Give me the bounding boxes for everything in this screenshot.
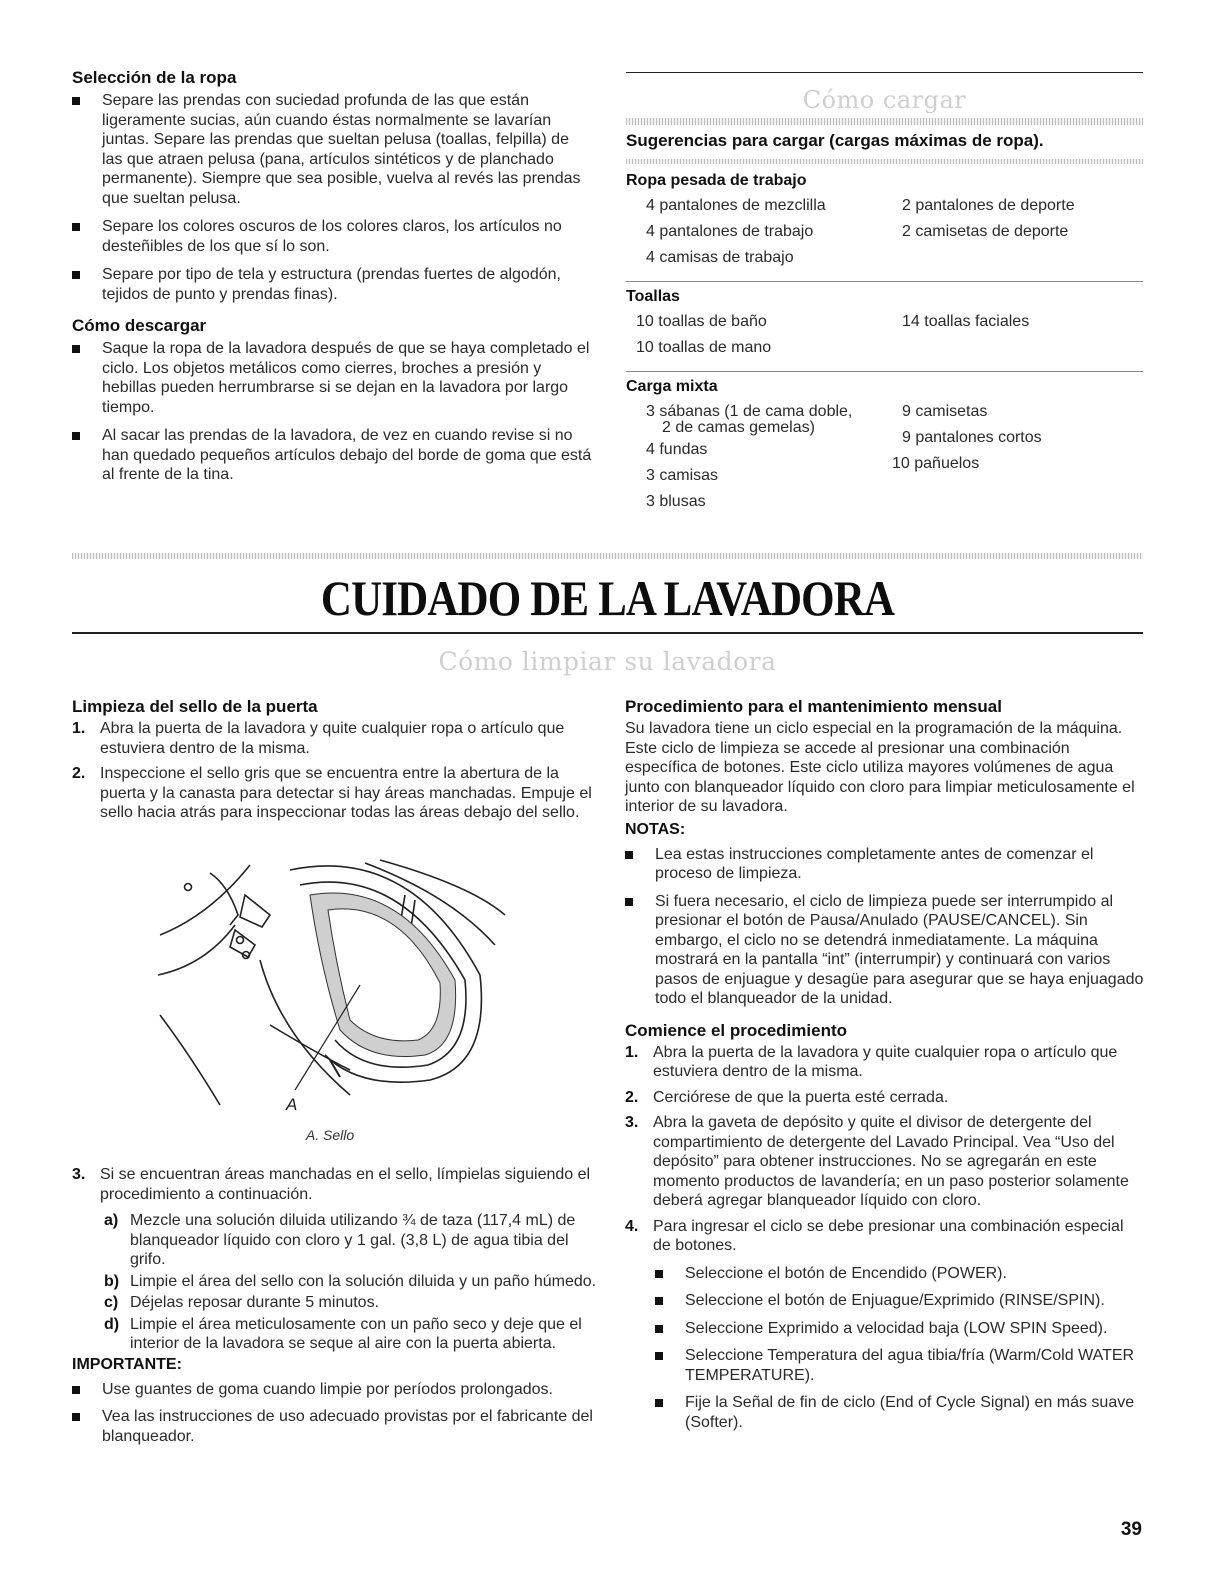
cargar-ghost-title: Cómo cargar: [802, 86, 967, 114]
list-item: Al sacar las prendas de la lavadora, de vez en cuando revise si no han quedado pequeños artículos debajo del borde de goma que está al frente de la tina.: [72, 426, 592, 485]
list-item: Vea las instrucciones de uso adecuado provistas por el fabricante del blanqueador.: [72, 1407, 602, 1446]
divider: [626, 281, 1143, 282]
page-number: 39: [1120, 1519, 1142, 1540]
cargar-subtitle: Sugerencias para cargar (cargas máximas de ropa).: [626, 131, 1044, 150]
limpieza-title: Limpieza del sello de la puerta: [72, 697, 318, 716]
step: [72, 1165, 602, 1204]
load-item: 10 toallas de baño: [636, 313, 767, 330]
load-item: 10 pañuelos: [892, 455, 980, 472]
dotted-divider: [626, 118, 1143, 125]
load-item: 10 toallas de mano: [636, 339, 772, 356]
step-text: Abra la puerta de la lavadora y quite cualquier ropa o artículo que estuviera dentro de la misma.: [100, 720, 565, 757]
divider: [72, 632, 1143, 634]
group-name: Ropa pesada de trabajo: [626, 172, 807, 189]
step-number: 2.: [72, 765, 86, 782]
load-item: 9 pantalones cortos: [902, 429, 1042, 446]
descargar-title: Cómo descargar: [72, 316, 207, 335]
list-item: Si fuera necesario, el ciclo de limpieza puede ser interrumpido al presionar el botón de Pausa/Anulado (PAUSE/CANCEL). Sin embargo, el ciclo no se detendrá inmediatamente. La máquina mostrará en la pantalla “int” (interrumpir) y continuará con varios pasos de enjuague y desagüe para asegurar que se haya enjuagado todo el blanqueador de la unidad.: [625, 892, 1145, 1009]
divider: [626, 371, 1143, 372]
limpieza-steps-continued: [72, 1165, 602, 1446]
step-number: 2.: [625, 1088, 639, 1106]
load-item: 3 sábanas (1 de cama doble,: [646, 403, 853, 420]
substep-letter: c): [104, 1294, 119, 1311]
load-item: 2 pantalones de deporte: [902, 197, 1075, 214]
door-seal-illustration: [150, 855, 520, 1115]
group-name: Toallas: [626, 288, 680, 305]
step-number: 3.: [72, 1166, 86, 1183]
list-item: Lea estas instrucciones completamente antes de comenzar el proceso de limpieza.: [625, 845, 1145, 884]
mantenimiento-title: Procedimiento para el mantenimiento mensual: [625, 697, 1002, 716]
dotted-divider: [72, 553, 1143, 559]
important-label: IMPORTANTE:: [72, 1355, 182, 1373]
load-item: 4 pantalones de mezclilla: [646, 197, 826, 214]
list-item: Separe las prendas con suciedad profunda de las que están ligeramente sucias, aún cuando éstas normalmente se lavarían juntas. Separe las prendas que sueltan pelusa (toallas, felpilla) de las que atraen pelusa (pana, artículos sintéticos y de planchado permanente). Siempre que sea posible, vuelva al revés las prendas que sueltan pelusa.: [72, 91, 592, 208]
list-item: Seleccione Exprimido a velocidad baja (LOW SPIN Speed).: [625, 1319, 1145, 1339]
load-item: 4 pantalones de trabajo: [646, 223, 814, 240]
load-group-heavy: [626, 172, 1143, 271]
load-item: 3 camisas: [646, 467, 719, 484]
substep: [72, 1272, 602, 1292]
list-item: Separe por tipo de tela y estructura (prendas fuertes de algodón, tejidos de punto y prendas finas).: [72, 265, 592, 304]
step-text: Cerciórese de que la puerta esté cerrada.: [653, 1088, 949, 1106]
step-text: Para ingresar el ciclo se debe presionar una combinación especial de botones.: [653, 1217, 1124, 1254]
step-text: Abra la gaveta de depósito y quite el divisor de detergente del compartimiento de detergente del Lavado Principal. Vea “Uso del depósito” para obtener instrucciones. No se agregarán en este momento productos de lavandería; en un paso posterior solamente deberá agregar blanqueador líquido con cloro.: [653, 1114, 1129, 1209]
load-item: 2 camisetas de deporte: [902, 223, 1069, 240]
substep-text: Mezcle una solución diluida utilizando ¾ de taza (117,4 mL) de blanqueador líquido con cloro y 1 gal. (3,8 L) de agua tibia del grifo.: [130, 1212, 576, 1268]
list-item: Seleccione el botón de Encendido (POWER).: [625, 1264, 1145, 1284]
seleccion-section: [72, 68, 592, 485]
substep-text: Limpie el área meticulosamente con un paño seco y deje que el interior de la lavadora se seque al aire con la puerta abierta.: [130, 1315, 582, 1352]
group-name: Carga mixta: [626, 378, 718, 395]
load-item: 14 toallas faciales: [902, 313, 1030, 330]
step-number: 3.: [625, 1114, 639, 1131]
intro-paragraph: Su lavadora tiene un ciclo especial en la programación de la máquina. Este ciclo de limpieza se accede al presionar una combinación específica de botones. Este ciclo utiliza mayores volúmenes de agua junto con blanqueador líquido con cloro para limpiar meticulosamente el interior de su lavadora.: [625, 720, 1135, 815]
step: [625, 1043, 1145, 1082]
list-item: Use guantes de goma cuando limpie por períodos prolongados.: [72, 1380, 602, 1400]
substep-letter: a): [104, 1212, 119, 1229]
list-item: Separe los colores oscuros de los colores claros, los artículos no desteñibles de los que sí lo son.: [72, 217, 592, 256]
step: [72, 719, 602, 758]
load-group-towels: [626, 288, 1143, 361]
step-text: Abra la puerta de la lavadora y quite cualquier ropa o artículo que estuviera dentro de la misma.: [653, 1043, 1118, 1080]
substep: [72, 1315, 602, 1354]
step-text: Inspeccione el sello gris que se encuentra entre la abertura de la puerta y la canasta para detectar si hay áreas manchadas. Empuje el sello hacia atrás para inspeccionar todas las áreas debajo del sello.: [100, 765, 592, 821]
cargar-section: [626, 72, 1143, 515]
step-number: 1.: [625, 1043, 639, 1061]
substep: [72, 1211, 602, 1270]
load-item: 4 fundas: [646, 441, 708, 458]
list-item: Seleccione el botón de Enjuague/Exprimido (RINSE/SPIN).: [625, 1291, 1145, 1311]
dotted-divider: [626, 159, 1143, 164]
step: [625, 1217, 1145, 1256]
comience-title: Comience el procedimiento: [625, 1020, 847, 1040]
substep: [72, 1293, 602, 1313]
step-number: 1.: [72, 720, 86, 737]
seleccion-title: Selección de la ropa: [72, 68, 237, 87]
substep-text: Déjelas reposar durante 5 minutos.: [130, 1294, 380, 1311]
load-group-mixed: [626, 378, 1143, 515]
step-number: 4.: [625, 1217, 639, 1235]
list-item: Saque la ropa de la lavadora después de que se haya completado el ciclo. Los objetos metálicos como cierres, broches a presión y hebillas pueden herrumbrarse si se dejan en la lavadora por largo tiempo.: [72, 339, 592, 417]
step: [625, 1088, 1145, 1108]
divider: [626, 72, 1143, 73]
mantenimiento-section: [625, 697, 1145, 1432]
load-item: 4 camisas de trabajo: [646, 249, 794, 266]
figure-caption: A. Sello: [305, 1127, 355, 1143]
limpieza-section: [72, 697, 602, 823]
list-item: Seleccione Temperatura del agua tibia/fría (Warm/Cold WATER TEMPERATURE).: [625, 1346, 1145, 1385]
list-item: Fije la Señal de fin de ciclo (End of Cycle Signal) en más suave (Softer).: [625, 1393, 1145, 1432]
door-seal-figure: [150, 855, 520, 1115]
page-title: CUIDADO DE LA LAVADORA: [320, 570, 895, 626]
step: [625, 1113, 1145, 1211]
substep-letter: b): [104, 1272, 120, 1290]
substep-text: Limpie el área del sello con la solución diluida y un paño húmedo.: [130, 1272, 597, 1290]
load-item: 9 camisetas: [902, 403, 988, 420]
figure-label: A: [286, 1095, 298, 1114]
step-text: Si se encuentran áreas manchadas en el sello, límpielas siguiendo el procedimiento a continuación.: [100, 1166, 591, 1203]
notes-label: NOTAS:: [625, 820, 686, 838]
step: [72, 764, 602, 823]
substep-letter: d): [104, 1315, 120, 1333]
load-item: 2 de camas gemelas): [662, 419, 815, 436]
limpiar-ghost-title: Cómo limpiar su lavadora: [438, 647, 777, 676]
load-item: 3 blusas: [646, 493, 706, 510]
